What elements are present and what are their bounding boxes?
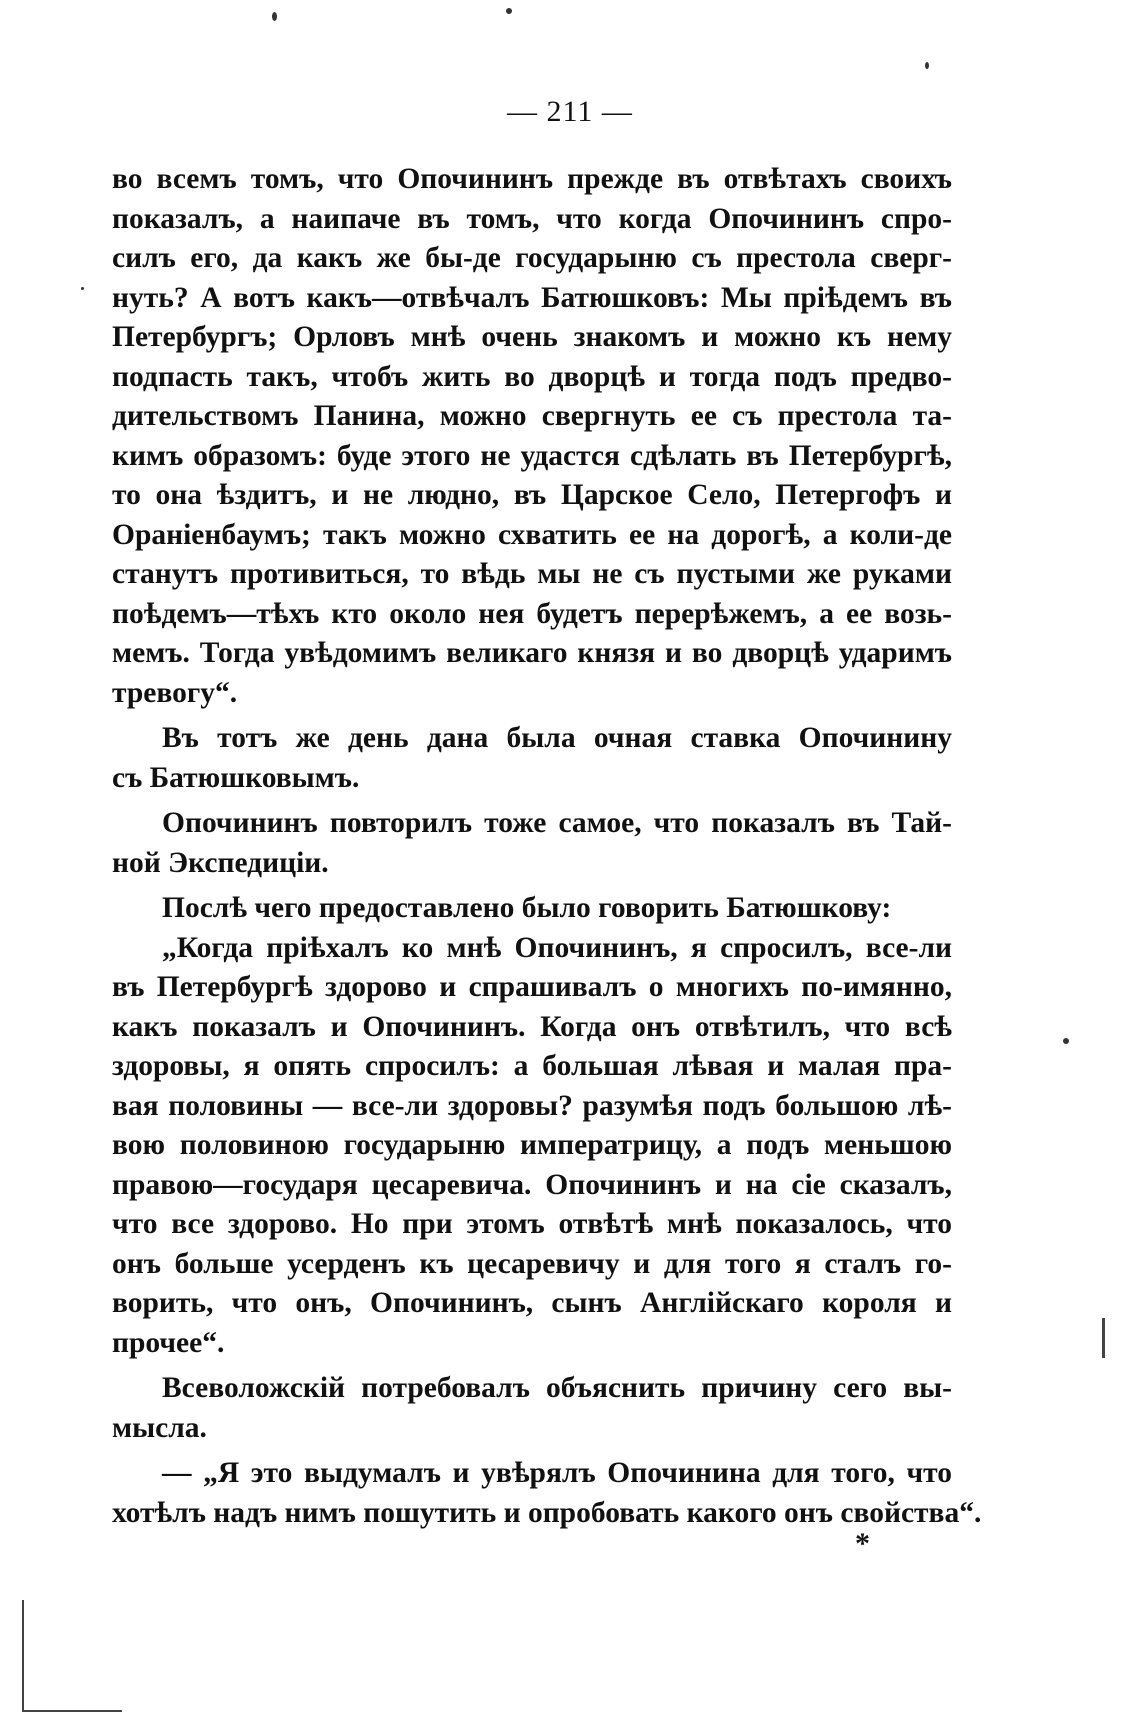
scan-speck	[272, 12, 277, 21]
text-line: кимъ образомъ: буде этого не удастся сдѣлать въ Петербургѣ,	[112, 439, 952, 472]
text-line: въ Петербургѣ здорово и спрашивалъ о многихъ по-имянно,	[112, 971, 952, 1003]
text-line: какъ показалъ и Опочининъ. Когда онъ отвѣтилъ, что всѣ	[112, 1010, 952, 1043]
text-line: правою—государя цесаревича. Опочининъ и на сіе сказалъ,	[112, 1168, 952, 1201]
scan-edge-mark	[22, 1710, 122, 1712]
scan-speck	[925, 62, 929, 69]
scan-speck	[506, 8, 512, 14]
paragraph-start: Всеволожскій потребовалъ объяснить причину сего вы-	[162, 1372, 952, 1404]
paragraph-start: Въ тотъ же день дана была очная ставка Опочинину	[162, 722, 952, 754]
text-line: здоровы, я опять спросилъ: а большая лѣвая и малая пра-	[112, 1050, 952, 1082]
text-line: мемъ. Тогда увѣдомимъ великаго князя и во дворцѣ ударимъ	[112, 637, 952, 669]
scan-speck	[1063, 1038, 1069, 1044]
paragraph-start: — „Я это выдумалъ и увѣрялъ Опочинина для того, что	[162, 1457, 952, 1489]
text-line: Петербургъ; Орловъ мнѣ очень знакомъ и можно къ нему	[112, 321, 952, 353]
paragraph-start: Послѣ чего предоставлено было говорить Батюшкову:	[162, 892, 892, 924]
paragraph-start: „Когда пріѣхалъ ко мнѣ Опочининъ, я спросилъ, все-ли	[162, 931, 952, 964]
text-line: онъ больше усерденъ къ цесаревичу и для того я сталъ го-	[112, 1247, 952, 1280]
text-line: вою половиною государыню императрицу, а подъ меньшою	[112, 1129, 952, 1161]
text-line: показалъ, а наипаче въ томъ, что когда Опочининъ спро-	[112, 202, 952, 235]
scan-speck	[81, 287, 84, 290]
scan-edge-mark	[1102, 1318, 1105, 1358]
scan-edge-mark	[22, 1600, 24, 1710]
text-line: поѣдемъ—тѣхъ кто около нея будетъ перерѣжемъ, а ее возь-	[112, 597, 952, 630]
text-line: хотѣлъ надъ нимъ пошутить и опробовать какого онъ свойства“.	[112, 1496, 982, 1529]
text-line: то она ѣздитъ, и не людно, въ Царское Село, Петергофъ и	[112, 479, 952, 511]
text-line: тревогу“.	[112, 676, 238, 709]
text-line: мысла.	[112, 1411, 207, 1444]
text-line: Ораніенбаумъ; такъ можно схватить ее на дорогѣ, а коли-де	[112, 518, 952, 551]
text-line: что все здорово. Но при этомъ отвѣтѣ мнѣ показалось, что	[112, 1208, 952, 1240]
text-line: во всемъ томъ, что Опочининъ прежде въ отвѣтахъ своихъ	[112, 163, 952, 195]
text-line: силъ его, да какъ же бы-де государыню съ престола сверг-	[112, 242, 952, 274]
text-line: нуть? А вотъ какъ—отвѣчалъ Батюшковъ: Мы пріѣдемъ въ	[112, 281, 952, 314]
text-line: станутъ противиться, то вѣдь мы не съ пустыми же руками	[112, 558, 952, 590]
text-line: вая половины — все-ли здоровы? разумѣя подъ большою лѣ-	[112, 1089, 952, 1122]
text-line: прочее“.	[112, 1326, 225, 1359]
text-line: ной Экспедиціи.	[112, 846, 329, 879]
footnote-mark: *	[855, 1527, 870, 1560]
paragraph-start: Опочининъ повторилъ тоже самое, что показалъ въ Тай-	[162, 807, 952, 839]
page-number: — 211 —	[507, 95, 633, 128]
text-line: подпасть такъ, чтобъ жить во дворцѣ и тогда подъ предво-	[112, 360, 952, 393]
text-line: дительствомъ Панина, можно свергнуть ее съ престола та-	[112, 400, 952, 432]
body-text	[112, 160, 982, 1533]
text-line: съ Батюшковымъ.	[112, 761, 360, 794]
text-line: ворить, что онъ, Опочининъ, сынъ Англійскаго короля и	[112, 1287, 952, 1319]
